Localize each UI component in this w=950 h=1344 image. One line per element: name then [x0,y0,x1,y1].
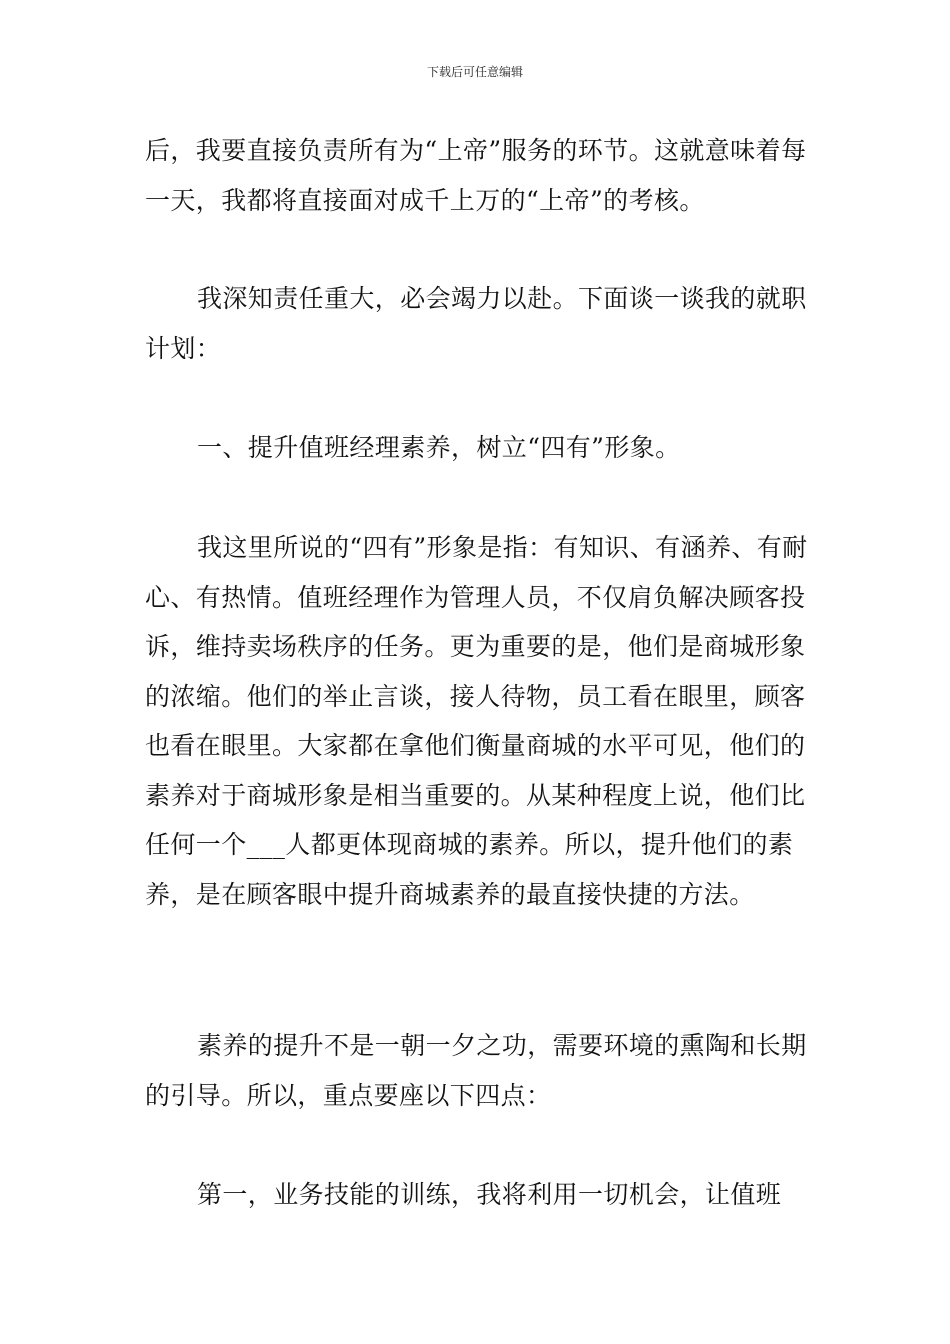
section-heading-one: 一、提升值班经理素养，树立“四有”形象。 [197,433,681,462]
paragraph-four-qualities: 我这里所说的“四有”形象是指：有知识、有涵养、有耐心、有热情。值班经理作为管理人员，不仅肩负解决顾客投诉，维持卖场秩序的任务。更为重要的是，他们是商城形象的浓缩。他们的举止言谈，接人待物，员工看在眼里，顾客也看在眼里。大家都在拿他们衡量商城的水平可见，他们的素养对于商城形象是相当重要的。从某种程度上说，他们比任何一个___人都更体现商城的素养。所以，提升他们的素养，是在顾客眼中提升商城素养的最直接快捷的方法。 [145,533,808,909]
paragraph-plan-intro: 我深知责任重大，必会竭力以赴。下面谈一谈我的就职计划： [145,284,807,363]
header-note: 下载后可任意编辑 [426,65,523,79]
paragraph-cultivation: 素养的提升不是一朝一夕之功，需要环境的熏陶和长期的引导。所以，重点要座以下四点： [145,1031,807,1110]
paragraph-first-point: 第一，业务技能的训练，我将利用一切机会，让值班 [197,1180,782,1209]
paragraph-continuation: 后，我要直接负责所有为“上帝”服务的环节。这就意味着每一天，我都将直接面对成千上万的“上帝”的考核。 [145,136,807,215]
